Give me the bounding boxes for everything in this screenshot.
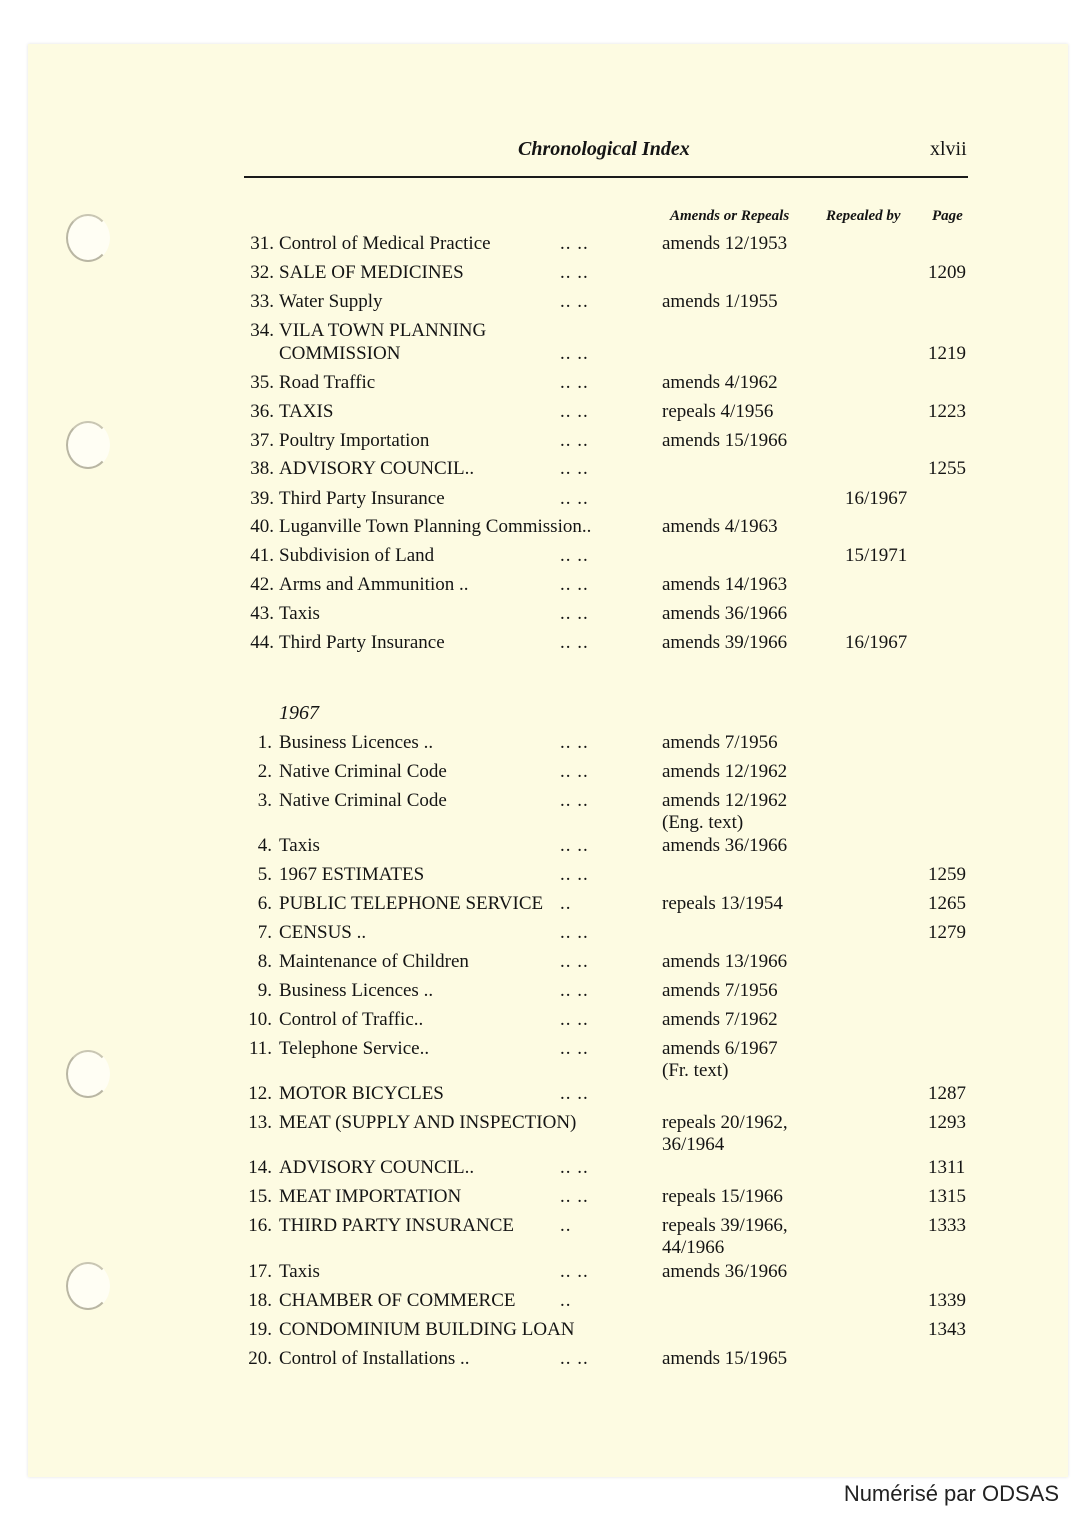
page-reference: 1219 <box>928 343 966 364</box>
entry-title: Control of Installations .. <box>279 1348 470 1369</box>
page-reference: 1279 <box>928 922 966 943</box>
entry-number: 40. <box>250 516 274 537</box>
entry-title: Subdivision of Land <box>279 545 435 566</box>
entry-number: 41. <box>250 545 274 566</box>
leader-dots: .. <box>560 893 572 914</box>
entry-number: 17. <box>248 1261 272 1282</box>
leader-dots: .. .. <box>560 790 589 811</box>
amends-or-repeals: amends 39/1966 <box>662 632 788 653</box>
entry-number: 39. <box>250 488 274 509</box>
index-entry <box>0 1112 1073 1155</box>
entry-title: Telephone Service.. <box>279 1038 430 1059</box>
page-reference: 1333 <box>928 1215 966 1236</box>
entry-number: 32. <box>250 262 274 283</box>
amends-or-repeals: amends 36/1966 <box>662 835 788 856</box>
entry-number: 3. <box>257 790 272 811</box>
amends-or-repeals: amends 36/1966 <box>662 1261 788 1282</box>
entry-number: 43. <box>250 603 274 624</box>
entry-title: SALE OF MEDICINES <box>279 262 464 283</box>
index-entry <box>0 1261 1073 1290</box>
entry-title: Control of Medical Practice <box>279 233 491 254</box>
index-entry <box>0 262 1073 291</box>
amends-or-repeals: repeals 4/1956 <box>662 401 774 422</box>
index-entry <box>0 516 1073 545</box>
amends-or-repeals: amends 36/1966 <box>662 603 788 624</box>
amends-or-repeals-continued: (Eng. text) <box>662 812 744 833</box>
amends-or-repeals: repeals 13/1954 <box>662 893 783 914</box>
entry-title: Poultry Importation <box>279 430 430 451</box>
amends-or-repeals: amends 13/1966 <box>662 951 788 972</box>
digitization-credit: Numérisé par ODSAS <box>843 1481 1059 1506</box>
amends-or-repeals-continued: (Fr. text) <box>662 1060 729 1081</box>
entry-number: 20. <box>248 1348 272 1369</box>
page-reference: 1287 <box>928 1083 966 1104</box>
amends-or-repeals: amends 4/1963 <box>662 516 778 537</box>
index-entry <box>0 291 1073 320</box>
entry-title: Taxis <box>279 835 320 856</box>
index-entry <box>0 632 1073 661</box>
leader-dots: .. .. <box>560 1348 589 1369</box>
amends-or-repeals: repeals 15/1966 <box>662 1186 783 1207</box>
entry-title: 1967 ESTIMATES <box>279 864 425 885</box>
leader-dots: .. <box>560 1215 572 1236</box>
leader-dots: .. .. <box>560 951 589 972</box>
entry-title: COMMISSION <box>279 343 401 364</box>
leader-dots: .. .. <box>560 1186 589 1207</box>
leader-dots: .. .. <box>560 291 589 312</box>
amends-or-repeals: repeals 39/1966, <box>662 1215 788 1236</box>
entry-title: PUBLIC TELEPHONE SERVICE <box>279 893 544 914</box>
entry-title: Road Traffic <box>279 372 376 393</box>
index-entry <box>0 761 1073 790</box>
entry-title: Taxis <box>279 603 320 624</box>
page-reference: 1293 <box>928 1112 966 1133</box>
entry-number: 42. <box>250 574 274 595</box>
entry-title: ADVISORY COUNCIL.. <box>279 1157 475 1178</box>
entry-number: 4. <box>257 835 272 856</box>
leader-dots: .. .. <box>560 603 589 624</box>
amends-or-repeals: amends 4/1962 <box>662 372 778 393</box>
entry-title: Maintenance of Children <box>279 951 469 972</box>
index-entry <box>0 864 1073 893</box>
leader-dots: .. .. <box>560 372 589 393</box>
repealed-by: 16/1967 <box>845 632 908 653</box>
column-header-repealed-by: Repealed by <box>826 208 901 224</box>
page-reference: 1265 <box>928 893 966 914</box>
page-reference: 1343 <box>928 1319 966 1340</box>
index-entry <box>0 980 1073 1009</box>
page-reference: 1311 <box>928 1157 966 1178</box>
index-entry <box>0 1319 1073 1348</box>
index-entry <box>0 922 1073 951</box>
index-entry <box>0 790 1073 833</box>
entry-title: Water Supply <box>279 291 383 312</box>
amends-or-repeals: amends 12/1962 <box>662 790 788 811</box>
index-entry <box>0 488 1073 517</box>
leader-dots: .. .. <box>560 401 589 422</box>
page-reference: 1259 <box>928 864 966 885</box>
amends-or-repeals: amends 14/1963 <box>662 574 788 595</box>
index-entry <box>0 545 1073 574</box>
entry-title: THIRD PARTY INSURANCE <box>279 1215 514 1236</box>
leader-dots: .. .. <box>560 574 589 595</box>
entry-number: 33. <box>250 291 274 312</box>
page-reference: 1339 <box>928 1290 966 1311</box>
leader-dots: .. .. <box>560 458 589 479</box>
entry-number: 14. <box>248 1157 272 1178</box>
leader-dots: .. .. <box>560 1083 589 1104</box>
entry-number: 15. <box>248 1186 272 1207</box>
index-entry <box>0 1038 1073 1081</box>
leader-dots: .. .. <box>560 1261 589 1282</box>
amends-or-repeals-continued: 36/1964 <box>662 1134 725 1155</box>
entry-title: Business Licences .. <box>279 732 434 753</box>
page-reference: 1209 <box>928 262 966 283</box>
amends-or-repeals: amends 7/1956 <box>662 732 778 753</box>
entry-number: 31. <box>250 233 274 254</box>
index-entry <box>0 1215 1073 1258</box>
amends-or-repeals: amends 15/1965 <box>662 1348 788 1369</box>
entry-number: 36. <box>250 401 274 422</box>
leader-dots: .. .. <box>560 632 589 653</box>
index-entry <box>0 401 1073 430</box>
index-entry <box>0 1157 1073 1186</box>
index-entry <box>0 1083 1073 1112</box>
entry-number: 18. <box>248 1290 272 1311</box>
entry-number: 11. <box>248 1038 272 1059</box>
entry-title: Native Criminal Code <box>279 790 447 811</box>
entry-number: 6. <box>257 893 272 914</box>
amends-or-repeals: amends 1/1955 <box>662 291 778 312</box>
index-entry <box>0 574 1073 603</box>
leader-dots: .. .. <box>560 1157 589 1178</box>
entry-title: MOTOR BICYCLES <box>279 1083 444 1104</box>
entry-number: 34. <box>250 320 274 341</box>
entry-number: 10. <box>248 1009 272 1030</box>
index-entry <box>0 1009 1073 1038</box>
entry-number: 37. <box>250 430 274 451</box>
running-title: Chronological Index <box>518 138 690 160</box>
index-entry <box>0 1290 1073 1319</box>
leader-dots: .. .. <box>560 233 589 254</box>
leader-dots: .. .. <box>560 262 589 283</box>
entry-title: Business Licences .. <box>279 980 434 1001</box>
leader-dots: .. .. <box>560 922 589 943</box>
entry-number: 2. <box>257 761 272 782</box>
page-reference: 1315 <box>928 1186 966 1207</box>
index-entry <box>0 893 1073 922</box>
leader-dots: .. .. <box>560 761 589 782</box>
year-heading: 1967 <box>279 702 319 724</box>
entry-number: 35. <box>250 372 274 393</box>
leader-dots: .. .. <box>560 980 589 1001</box>
amends-or-repeals: amends 6/1967 <box>662 1038 778 1059</box>
entry-number: 16. <box>248 1215 272 1236</box>
leader-dots: .. .. <box>560 430 589 451</box>
entry-title: TAXIS <box>279 401 334 422</box>
index-entry <box>0 458 1073 487</box>
index-entry <box>0 1348 1073 1377</box>
repealed-by: 15/1971 <box>845 545 908 566</box>
index-entry <box>0 233 1073 262</box>
entry-title: Luganville Town Planning Commission.. <box>279 516 592 537</box>
leader-dots: .. .. <box>560 1038 589 1059</box>
entry-number: 13. <box>248 1112 272 1133</box>
index-entry <box>0 603 1073 632</box>
amends-or-repeals-continued: 44/1966 <box>662 1237 725 1258</box>
entry-title: ADVISORY COUNCIL.. <box>279 458 475 479</box>
leader-dots: .. .. <box>560 488 589 509</box>
amends-or-repeals: amends 12/1962 <box>662 761 788 782</box>
leader-dots: .. .. <box>560 545 589 566</box>
entry-title: Control of Traffic.. <box>279 1009 424 1030</box>
amends-or-repeals: amends 12/1953 <box>662 233 788 254</box>
amends-or-repeals: amends 7/1962 <box>662 1009 778 1030</box>
entry-title: MEAT IMPORTATION <box>279 1186 462 1207</box>
entry-number: 7. <box>257 922 272 943</box>
leader-dots: .. <box>560 1290 572 1311</box>
entry-title: CONDOMINIUM BUILDING LOAN <box>279 1319 575 1340</box>
entry-title: Third Party Insurance <box>279 632 445 653</box>
index-entry <box>0 372 1073 401</box>
index-entry <box>0 430 1073 459</box>
entry-number: 8. <box>257 951 272 972</box>
entry-number: 12. <box>248 1083 272 1104</box>
leader-dots: .. .. <box>560 835 589 856</box>
entry-number: 19. <box>248 1319 272 1340</box>
index-entry <box>0 1186 1073 1215</box>
entry-number: 44. <box>250 632 274 653</box>
page-reference: 1255 <box>928 458 966 479</box>
amends-or-repeals: amends 7/1956 <box>662 980 778 1001</box>
entry-title: Third Party Insurance <box>279 488 445 509</box>
amends-or-repeals: repeals 20/1962, <box>662 1112 788 1133</box>
entry-title: CHAMBER OF COMMERCE <box>279 1290 516 1311</box>
leader-dots: .. .. <box>560 864 589 885</box>
entry-title: Native Criminal Code <box>279 761 447 782</box>
entry-title: CENSUS .. <box>279 922 367 943</box>
column-header-page: Page <box>932 208 963 224</box>
entry-title: Taxis <box>279 1261 320 1282</box>
leader-dots: .. .. <box>560 343 589 364</box>
entry-title: Arms and Ammunition .. <box>279 574 469 595</box>
index-entry <box>0 343 1073 372</box>
amends-or-repeals: amends 15/1966 <box>662 430 788 451</box>
column-header-amends: Amends or Repeals <box>670 208 790 224</box>
entry-number: 38. <box>250 458 274 479</box>
entry-number: 9. <box>257 980 272 1001</box>
leader-dots: .. .. <box>560 732 589 753</box>
index-entry <box>0 835 1073 864</box>
leader-dots: .. .. <box>560 1009 589 1030</box>
entry-number: 5. <box>257 864 272 885</box>
header-rule <box>244 176 968 178</box>
repealed-by: 16/1967 <box>845 488 908 509</box>
entry-title: VILA TOWN PLANNING <box>279 320 487 341</box>
index-entry <box>0 732 1073 761</box>
entry-number: 1. <box>257 732 272 753</box>
index-entry <box>0 951 1073 980</box>
page-reference: 1223 <box>928 401 966 422</box>
page-number: xlvii <box>930 138 967 160</box>
entry-title: MEAT (SUPPLY AND INSPECTION) <box>279 1112 577 1133</box>
